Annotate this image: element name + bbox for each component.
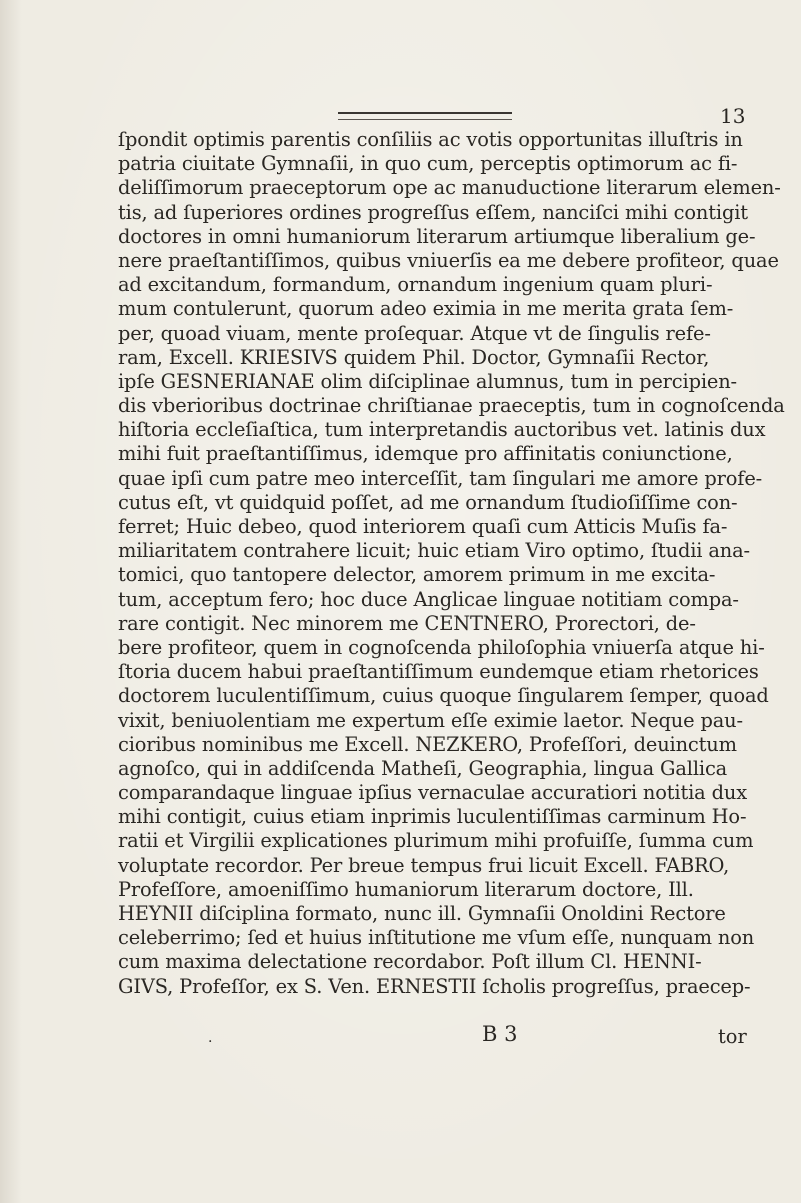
text-line: hiſtoria eccleſiaſtica, tum interpretandis auctoribus vet. latinis dux — [118, 418, 766, 442]
text-line: GIVS, Profeſſor, ex S. Ven. ERNESTII ſcholis progreſſus, praecep- — [118, 974, 751, 998]
catchword: tor — [718, 1025, 747, 1048]
text-line: ſpondit optimis parentis conſiliis ac votis opportunitas illuſtris in — [118, 128, 743, 151]
signature-mark: B 3 — [482, 1022, 518, 1046]
text-line: Profeſſore, amoeniſſimo humaniorum literarum doctore, Ill. — [118, 877, 694, 901]
text-line: ad excitandum, formandum, ornandum ingenium quam pluri- — [118, 273, 713, 297]
page-fold-shadow — [0, 0, 22, 1203]
page-number: 13 — [720, 104, 746, 128]
text-line: ipſe GESNERIANAE olim diſciplinae alumnus, tum in percipien- — [118, 369, 737, 393]
text-line: ſtoria ducem habui praeſtantiſſimum eundemque etiam rhetorices — [118, 660, 759, 684]
text-line: tis, ad ſuperiores ordines progreſſus eſſem, nanciſci mihi contigit — [118, 200, 748, 224]
text-line: rare contigit. Nec minorem me CENTNERO, Prorectori, de- — [118, 611, 696, 635]
text-line: celeberrimo; ſed et huius inſtitutione me vſum eſſe, nunquam non — [118, 926, 755, 950]
text-line: quae ipſi cum patre meo interceſſit, tam ſingulari me amore profe- — [118, 466, 763, 490]
text-line: bere profiteor, quem in cognoſcenda philoſophia vniuerſa atque hi- — [118, 635, 765, 659]
text-line: miliaritatem contrahere licuit; huic etiam Viro optimo, ſtudii ana- — [118, 539, 750, 563]
text-line: mum contulerunt, quorum adeo eximia in me merita grata ſem- — [118, 297, 734, 321]
text-line: patria ciuitate Gymnaſii, in quo cum, perceptis optimorum ac fi- — [118, 152, 738, 176]
text-line: HEYNII diſciplina formato, nunc ill. Gymnaſii Onoldini Rectore — [118, 902, 726, 925]
text-line: cum maxima delectatione recordabor. Poſt illum Cl. HENNI- — [118, 950, 702, 974]
text-line: ram, Excell. KRIESIVS quidem Phil. Doctor, Gymnaſii Rector, — [118, 345, 710, 369]
text-line: nere praeſtantiſſimos, quibus vniuerſis ea me debere profiteor, quae — [118, 248, 779, 272]
text-line: ferret; Huic debeo, quod interiorem quaſi cum Atticis Muſis fa- — [118, 515, 728, 538]
text-line: tum, acceptum fero; hoc duce Anglicae linguae notitiam compa- — [118, 587, 739, 611]
text-line: mihi contigit, cuius etiam inprimis luculentiſſimas carminum Ho- — [118, 805, 747, 829]
page-footer — [118, 1022, 778, 1062]
body-text — [118, 128, 785, 999]
text-line: voluptate recordor. Per breue tempus frui licuit Excell. FABRO, — [118, 853, 730, 877]
header-rule — [338, 112, 512, 120]
text-line: doctorem luculentiſſimum, cuius quoque ſingularem ſemper, quoad — [118, 684, 769, 708]
text-line: deliſſimorum praeceptorum ope ac manuductione literarum elemen- — [118, 176, 781, 200]
text-line: mihi fuit praeſtantiſſimus, idemque pro affinitatis coniunctione, — [118, 442, 733, 466]
text-line: comparandaque linguae ipſius vernaculae accuratiori notitia dux — [118, 781, 747, 805]
stray-mark: . — [208, 1030, 213, 1046]
text-line: agnoſco, qui in addiſcenda Matheſi, Geographia, lingua Gallica — [118, 756, 728, 780]
text-line: cutus eſt, vt quidquid poſſet, ad me ornandum ſtudioſiſſime con- — [118, 490, 738, 514]
text-line: per, quoad viuam, mente proſequar. Atque vt de ſingulis refe- — [118, 321, 711, 345]
text-line: cioribus nominibus me Excell. NEZKERO, Profeſſori, deuinctum — [118, 732, 737, 756]
text-line: tomici, quo tantopere delector, amorem primum in me excita- — [118, 563, 716, 587]
text-line: vixit, beniuolentiam me expertum eſſe eximie laetor. Neque pau- — [118, 708, 743, 732]
text-line: doctores in omni humaniorum literarum artiumque liberalium ge- — [118, 224, 756, 248]
text-line: dis vberioribus doctrinae chriſtianae praeceptis, tum in cognoſcenda — [118, 394, 785, 418]
text-line: ratii et Virgilii explicationes plurimum mihi profuiſſe, ſumma cum — [118, 829, 754, 853]
